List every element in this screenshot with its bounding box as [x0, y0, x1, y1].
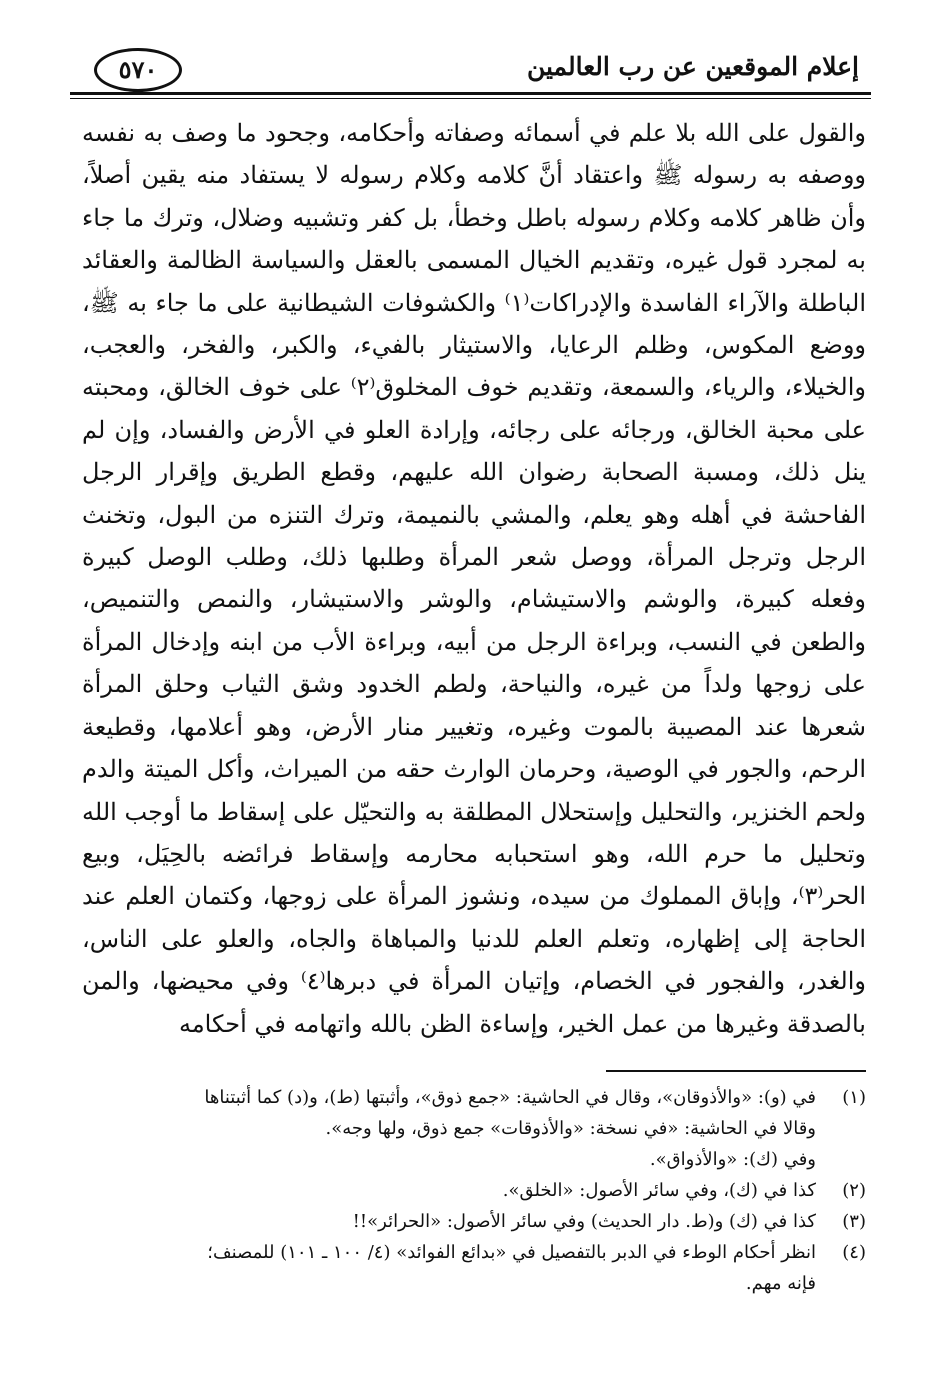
- footnote-text: انظر أحكام الوطء في الدبر بالتفصيل في «بدائع الفوائد» (٤/ ١٠٠ ـ ١٠١) للمصنف؛: [207, 1242, 816, 1263]
- footnote-number: (١): [842, 1087, 866, 1108]
- footnote-text: وفي (ك): «والأذواق».: [649, 1149, 816, 1170]
- footnote-1: [82, 1082, 866, 1175]
- page-number-badge: [94, 48, 182, 92]
- header-rule-thin: [70, 98, 871, 99]
- footnote-text: كذا في (ك)، وفي سائر الأصول: «الخلق».: [502, 1180, 816, 1201]
- footnote-number: (٣): [842, 1211, 866, 1232]
- footnote-text: كذا في (ك) و(ط. دار الحديث) وفي سائر الأصول: «الحرائر»!!: [352, 1211, 816, 1232]
- footnote-number: (٤): [842, 1242, 866, 1263]
- footnote-text: وقالا في الحاشية: «في نسخة: «والأذوقات» جمع ذوق، ولها وجه».: [325, 1118, 816, 1139]
- footnote-separator: [606, 1070, 866, 1072]
- footnote-text: في (و): «والأذوقان»، وقال في الحاشية: «جمع ذوق»، وأثبتها (ط)، و(د) كما أثبتناها: [204, 1087, 816, 1108]
- footnote-text: فإنه مهم.: [745, 1273, 816, 1294]
- footnote-number: (٢): [842, 1180, 866, 1201]
- running-header: [70, 44, 871, 100]
- footnotes: [82, 1082, 866, 1299]
- body-paragraph: والقول على الله بلا علم في أسمائه وصفاته وأحكامه، وجحود ما وصف به نفسه ووصفه به رسوله ﷺ واعتقاد أنَّ كلامه وكلام رسوله لا يستفاد منه يقين أصلاً، وأن ظاهر كلامه وكلام رسوله باطل وخطأ، بل كفر وتشبيه وضلال، وترك ما جاء به لمجرد قول غيره، وتقديم الخيال المسمى بالعقل والسياسة الظالمة والعقائد الباطلة والآراء الفاسدة والإدراكات⁽١⁾ والكشوفات الشيطانية على ما جاء به ﷺ، ووضع المكوس، وظلم الرعايا، والاستيثار بالفيء، والكبر، والفخر، والعجب، والخيلاء، والرياء، والسمعة، وتقديم خوف المخلوق⁽٢⁾ على خوف الخالق، ومحبته على محبة الخالق، ورجائه على رجائه، وإرادة العلو في الأرض والفساد، وإن لم ينل ذلك، ومسبة الصحابة رضوان الله عليهم، وقطع الطريق وإقرار الرجل الفاحشة في أهله وهو يعلم، والمشي بالنميمة، وترك التنزه من البول، وتخنث الرجل وترجل المرأة، ووصل شعر المرأة وطلبها ذلك، وطلب الوصل كبيرة وفعله كبيرة، والوشم والاستيشام، والوشر والاستيشار، والنمص والتنميص، والطعن في النسب، وبراءة الرجل من أبيه، وبراءة الأب من ابنه وإدخال المرأة على زوجها ولداً من غيره، والنياحة، ولطم الخدود وشق الثياب وحلق المرأة شعرها عند المصيبة بالموت وغيره، وتغيير منار الأرض، وهو أعلامها، وقطيعة الرحم، والجور في الوصية، وحرمان الوارث حقه من الميراث، وأكل الميتة والدم ولحم الخنزير، والتحليل وإستحلال المطلقة به والتحيّل على إسقاط ما أوجب الله وتحليل ما حرم الله، وهو استحبابه محارمه وإسقاط فرائضه بالحِيَل، وبيع الحر⁽٣⁾، وإباق المملوك من سيده، ونشوز المرأة على زوجها، وكتمان العلم عند الحاجة إلى إظهاره، وتعلم العلم للدنيا والمباهاة والجاه، والعلو على الناس، والغدر، والفجور في الخصام، وإتيان المرأة في دبرها⁽٤⁾ وفي محيضها، والمن بالصدقة وغيرها من عمل الخير، وإساءة الظن بالله واتهامه في أحكامه: [82, 119, 867, 1038]
- main-text: [82, 112, 866, 1045]
- footnote-2: [82, 1175, 866, 1206]
- header-rule: [70, 92, 871, 95]
- book-title: إعلام الموقعين عن رب العالمين: [526, 52, 859, 81]
- footnote-4: [82, 1237, 866, 1299]
- page-number: ٥٧٠: [118, 55, 158, 84]
- footnote-3: [82, 1206, 866, 1237]
